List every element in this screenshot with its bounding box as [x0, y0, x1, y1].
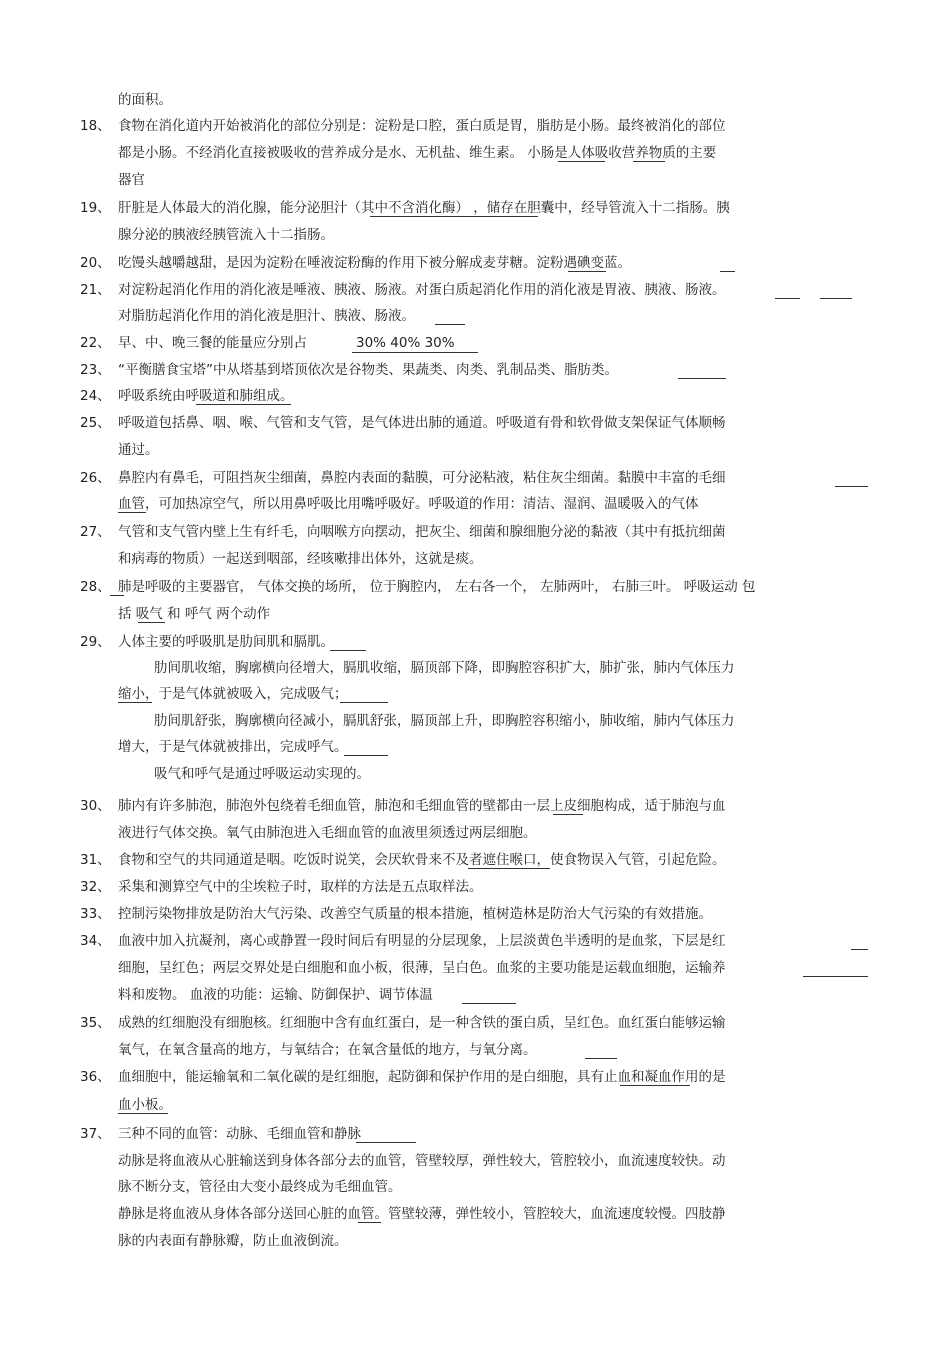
line-text: 脉的内表面有静脉瓣，防止血液倒流。 — [118, 1233, 348, 1249]
line-text: 氧气，在氧含量高的地方，与氧结合；在氧含量低的地方，与氧分离。 — [118, 1042, 537, 1058]
answer-underline — [352, 352, 478, 353]
answer-underline — [370, 216, 538, 217]
item-number: 32、 — [80, 879, 111, 895]
item-number: 18、 — [80, 118, 111, 134]
item-number: 19、 — [80, 200, 111, 216]
line-text: 静脉是将血液从身体各部分送回心脏的血管。管壁较薄，弹性较小，管腔较大，血流速度较慢。四肢静 — [118, 1206, 726, 1222]
answer-underline — [633, 161, 665, 162]
item-number: 31、 — [80, 852, 111, 868]
item-number: 33、 — [80, 906, 111, 922]
line-text: 三种不同的血管：动脉、毛细血管和静脉 — [118, 1126, 361, 1142]
item-number: 21、 — [80, 282, 111, 298]
line-text: 鼻腔内有鼻毛，可阻挡灰尘细菌，鼻腔内表面的黏膜，可分泌粘液，粘住灰尘细菌。黏膜中丰富的毛细 — [118, 470, 726, 486]
line-text: 血液中加入抗凝剂，离心或静置一段时间后有明显的分层现象，上层淡黄色半透明的是血浆，下层是红 — [118, 933, 726, 949]
item-number: 35、 — [80, 1015, 111, 1031]
answer-underline — [330, 650, 366, 651]
line-text: 肋间肌收缩，胸廓横向径增大，膈肌收缩，膈顶部下降，即胸腔容积扩大，肺扩张，肺内气体压力 — [154, 660, 735, 676]
line-text: 早、中、晚三餐的能量应分别占 — [118, 335, 307, 351]
item-number: 37、 — [80, 1126, 111, 1142]
answer-underline — [118, 1113, 168, 1114]
item-number: 25、 — [80, 415, 111, 431]
answer-underline — [435, 324, 465, 325]
item-number: 27、 — [80, 524, 111, 540]
answer-underline — [820, 298, 852, 299]
answer-underline — [340, 702, 388, 703]
answer-underline — [585, 1058, 617, 1059]
line-text: 增大，于是气体就被排出，完成呼气。 — [118, 739, 348, 755]
item-number: 22、 — [80, 335, 111, 351]
meal-ratio-answer: 30% 40% 30% — [356, 335, 455, 351]
line-text: 肝脏是人体最大的消化腺，能分泌胆汁（其中不含消化酶） ，储存在胆囊中，经导管流入十二指肠。胰 — [118, 200, 730, 216]
item-number: 24、 — [80, 388, 111, 404]
line-text: 腺分泌的胰液经胰管流入十二指肠。 — [118, 227, 334, 243]
line-text: 对脂肪起消化作用的消化液是胆汁、胰液、肠液。 — [118, 308, 415, 324]
line-text: “平衡膳食宝塔”中从塔基到塔顶依次是谷物类、果蔬类、肉类、乳制品类、脂肪类。 — [118, 362, 618, 378]
answer-underline — [851, 949, 868, 950]
answer-underline — [620, 1085, 690, 1086]
answer-underline — [819, 976, 868, 977]
item-number: 26、 — [80, 470, 111, 486]
line-text: 控制污染物排放是防治大气污染、改善空气质量的根本措施，植树造林是防治大气污染的有效措施。 — [118, 906, 712, 922]
line-text: 采集和测算空气中的尘埃粒子时，取样的方法是五点取样法。 — [118, 879, 483, 895]
line-text: 呼吸系统由呼吸道和肺组成。 — [118, 388, 294, 404]
answer-underline — [468, 868, 550, 869]
answer-underline — [720, 271, 735, 272]
line-text: 吃馒头越嚼越甜，是因为淀粉在唾液淀粉酶的作用下被分解成麦芽糖。淀粉遇碘变蓝。 — [118, 255, 631, 271]
line-text: 肺内有许多肺泡，肺泡外包绕着毛细血管，肺泡和毛细血管的壁都由一层上皮细胞构成，适于肺泡与血 — [118, 798, 726, 814]
line-text: 料和废物。 血液的功能：运输、防御保护、调节体温 — [118, 987, 433, 1003]
answer-underline — [138, 622, 165, 623]
item-number: 23、 — [80, 362, 111, 378]
line-text: 和病毒的物质）一起送到咽部，经咳嗽排出体外，这就是痰。 — [118, 551, 483, 567]
line-text: 器官 — [118, 172, 145, 188]
answer-underline — [118, 512, 146, 513]
line-text: 成熟的红细胞没有细胞核。红细胞中含有血红蛋白，是一种含铁的蛋白质，呈红色。血红蛋白能够运输 — [118, 1015, 726, 1031]
line-text: 血管，可加热凉空气，所以用鼻呼吸比用嘴呼吸好。呼吸道的作用：清洁、湿润、温暖吸入的气体 — [118, 496, 699, 512]
item-number: 29、 — [80, 634, 111, 650]
line-text: 血小板。 — [118, 1097, 172, 1113]
line-text: 的面积。 — [118, 92, 172, 108]
line-text: 气管和支气管内壁上生有纤毛，向咽喉方向摆动，把灰尘、细菌和腺细胞分泌的黏液（其中有抵抗细菌 — [118, 524, 726, 540]
line-text: 缩小，于是气体就被吸入，完成吸气； — [118, 686, 348, 702]
item-number: 20、 — [80, 255, 111, 271]
line-text: 括 吸气 和 呼气 两个动作 — [118, 606, 271, 622]
line-text: 食物和空气的共同通道是咽。吃饭时说笑，会厌软骨来不及者遮住喉口，使食物误入气管，引起危险。 — [118, 852, 726, 868]
item-number: 36、 — [80, 1069, 111, 1085]
line-text: 液进行气体交换。氧气由肺泡进入毛细血管的血液里须透过两层细胞。 — [118, 825, 537, 841]
answer-underline — [835, 486, 868, 487]
answer-underline — [553, 814, 583, 815]
answer-underline — [196, 404, 291, 405]
answer-underline — [462, 1003, 516, 1004]
line-text: 都是小肠。不经消化直接被吸收的营养成分是水、无机盐、维生素。 小肠是人体吸收营养物质的主要 — [118, 145, 717, 161]
line-text: 通过。 — [118, 442, 159, 458]
answer-underline — [118, 702, 152, 703]
line-text: 脉不断分支，管径由大变小最终成为毛细血管。 — [118, 1179, 402, 1195]
answer-underline — [568, 271, 606, 272]
answer-underline — [678, 378, 726, 379]
line-text: 食物在消化道内开始被消化的部位分别是：淀粉是口腔，蛋白质是胃，脂肪是小肠。最终被消化的部位 — [118, 118, 726, 134]
line-text: 肺是呼吸的主要器官， 气体交换的场所， 位于胸腔内， 左右各一个， 左肺两叶， 右肺三叶。 呼吸运动 包 — [118, 579, 756, 595]
line-text: 吸气和呼气是通过呼吸运动实现的。 — [154, 766, 370, 782]
item-number: 34、 — [80, 933, 111, 949]
item-number: 28、 — [80, 579, 111, 595]
line-text: 对淀粉起消化作用的消化液是唾液、胰液、肠液。对蛋白质起消化作用的消化液是胃液、胰液、肠液。 — [118, 282, 726, 298]
line-text: 细胞，呈红色；两层交界处是白细胞和血小板，很薄，呈白色。血浆的主要功能是运载血细胞，运输养 — [118, 960, 726, 976]
line-text: 呼吸道包括鼻、咽、喉、气管和支气管，是气体进出肺的通道。呼吸道有骨和软骨做支架保证气体顺畅 — [118, 415, 726, 431]
answer-underline — [344, 755, 388, 756]
answer-underline — [110, 595, 124, 596]
answer-underline — [775, 298, 800, 299]
line-text: 动脉是将血液从心脏输送到身体各部分去的血管，管壁较厚，弹性较大，管腔较小，血流速度较快。动 — [118, 1153, 726, 1169]
item-number: 30、 — [80, 798, 111, 814]
answer-underline — [356, 1142, 416, 1143]
line-text: 血细胞中，能运输氧和二氧化碳的是红细胞，起防御和保护作用的是白细胞，具有止血和凝血作用的是 — [118, 1069, 726, 1085]
line-text: 人体主要的呼吸肌是肋间肌和膈肌。 — [118, 634, 334, 650]
line-text: 肋间肌舒张，胸廓横向径减小，膈肌舒张，膈顶部上升，即胸腔容积缩小，肺收缩，肺内气体压力 — [154, 713, 735, 729]
answer-underline — [558, 161, 605, 162]
answer-underline — [358, 1222, 381, 1223]
